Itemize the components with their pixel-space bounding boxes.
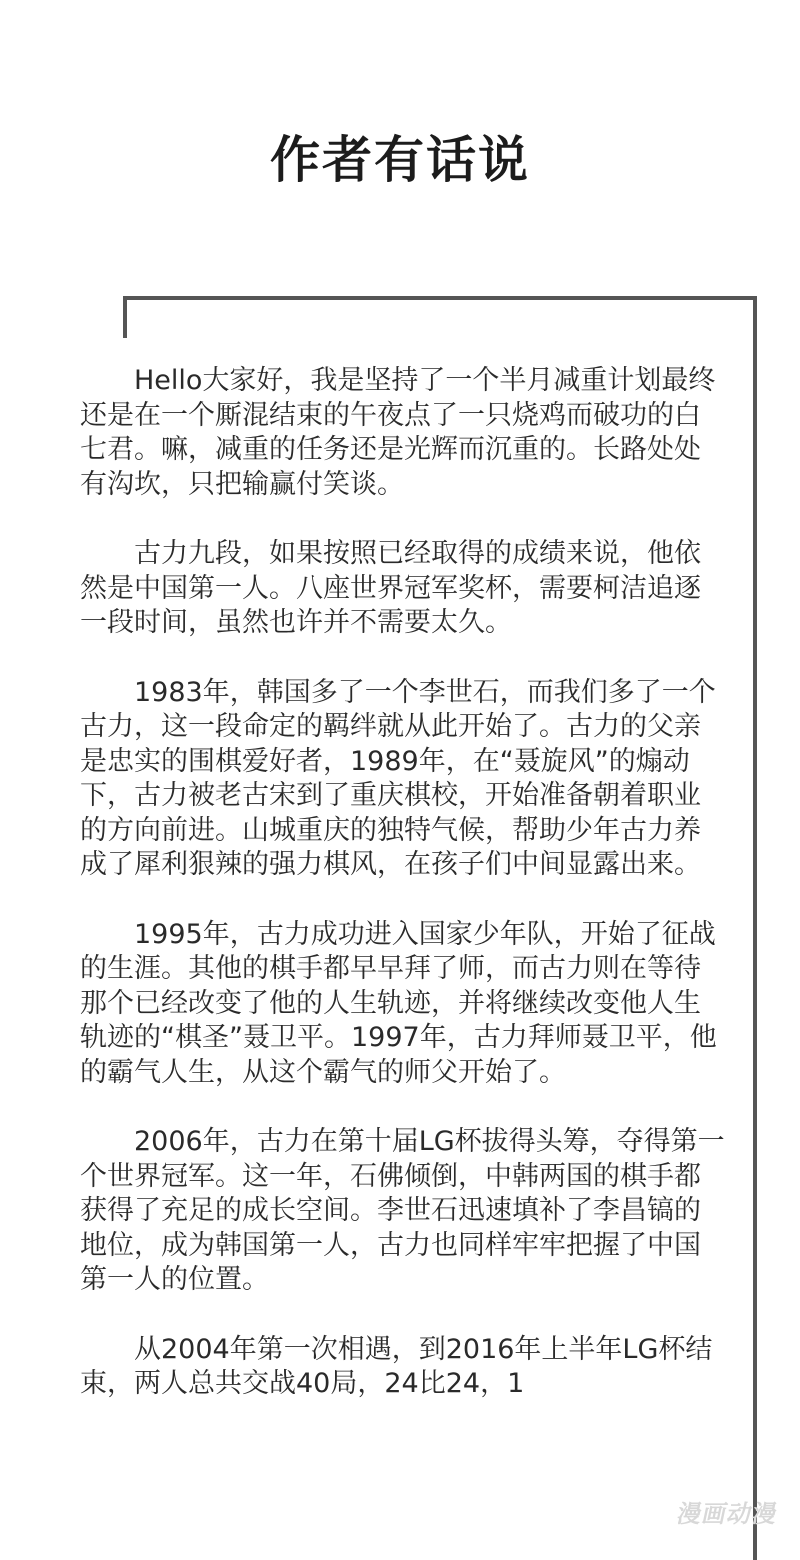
frame-corner-tick [123,296,127,338]
page-title: 作者有话说 [270,130,530,189]
site-watermark: 漫画动漫 [674,1500,781,1528]
paragraph-1: Hello大家好，我是坚持了一个半月减重计划最终还是在一个厮混结束的午夜点了一只烧鸡而破功的白七君。嘛，减重的任务还是光辉而沉重的。长路处处有沟坎，只把输赢付笑谈。 [80,365,716,500]
paragraph-6: 从2004年第一次相遇，到2016年上半年LG杯结束，两人总共交战40局，24比24，1 [80,1333,713,1399]
paragraph-4: 1995年，古力成功进入国家少年队，开始了征战的生涯。其他的棋手都早早拜了师，而古力则在等待那个已经改变了他的人生轨迹，并将继续改变他人生轨迹的“棋圣”聂卫平。1997年，古力拜师聂卫平，他的霸气人生，从这个霸气的师父开始了。 [80,918,717,1088]
article-body [80,364,725,1437]
paragraph-3: 1983年，韩国多了一个李世石，而我们多了一个古力，这一段命定的羁绊就从此开始了。古力的父亲是忠实的围棋爱好者，1989年，在“聂旋风”的煽动下，古力被老古宋到了重庆棋校，开始准备朝着职业的方向前进。山城重庆的独特气候，帮助少年古力养成了犀利狠辣的强力棋风，在孩子们中间显露出来。 [80,676,716,880]
paragraph-2: 古力九段，如果按照已经取得的成绩来说，他依然是中国第一人。八座世界冠军奖杯，需要柯洁追逐一段时间，虽然也许并不需要太久。 [80,538,701,638]
paragraph-5: 2006年，古力在第十届LG杯拔得头筹，夺得第一个世界冠军。这一年，石佛倾倒，中韩两国的棋手都获得了充足的成长空间。李世石迅速填补了李昌镐的地位，成为韩国第一人，古力也同样牢牢把握了中国第一人的位置。 [80,1126,725,1295]
